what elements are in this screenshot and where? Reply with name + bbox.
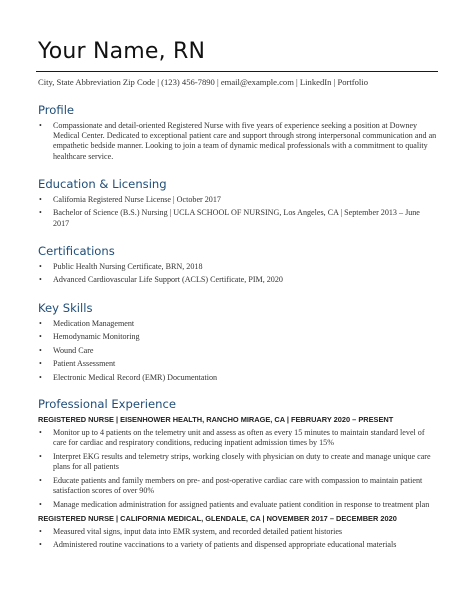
section-title-certifications: Certifications	[38, 243, 115, 258]
list-item	[38, 319, 438, 329]
bullet-icon: •	[39, 275, 42, 285]
list-item	[38, 476, 438, 496]
skills-list	[36, 319, 438, 384]
list-item	[38, 527, 438, 537]
list-item-text: Monitor up to 4 patients on the telemetry unit and assess as often as every 15 minutes to maintain standard level of care for cardiac and respiratory conditions, reducing inpatient admission times by 15%	[53, 428, 425, 448]
list-item-text: Patient Assessment	[53, 359, 116, 369]
list-item	[38, 275, 438, 285]
list-item	[38, 208, 438, 228]
list-item	[38, 373, 438, 383]
list-item-text: Interpret EKG results and telemetry strips, working closely with physician on duty to create and manage unique care plans for all patients	[53, 451, 431, 472]
list-item-text: Medication Management	[53, 318, 135, 328]
list-item-text: Advanced Cardiovascular Life Support (ACLS) Certificate, PIM, 2020	[53, 275, 283, 285]
bullet-icon: •	[39, 359, 42, 369]
list-item-text: Public Health Nursing Certificate, BRN, 2018	[53, 261, 203, 271]
bullet-icon: •	[39, 428, 42, 438]
certifications-list	[36, 262, 438, 286]
section-title-profile: Profile	[38, 103, 75, 117]
list-item	[38, 346, 438, 356]
list-item-text: Manage medication administration for assigned patients and evaluate patient condition in response to treatment plan	[53, 499, 430, 509]
job-bullets	[36, 428, 438, 510]
list-item-text: Wound Care	[53, 345, 94, 355]
list-item	[38, 540, 438, 550]
contact-line: City, State Abbreviation Zip Code | (123) 456-7890 | email@example.com | LinkedIn | Portfolio	[38, 77, 368, 87]
job-heading: REGISTERED NURSE | CALIFORNIA MEDICAL, GLENDALE, CA | NOVEMBER 2017 – DECEMBER 2020	[38, 513, 397, 523]
bullet-icon: •	[39, 372, 42, 382]
bullet-icon: •	[39, 194, 42, 204]
bullet-icon: •	[39, 451, 42, 461]
list-item-text: California Registered Nurse License | October 2017	[53, 194, 221, 204]
resume-name: Your Name, RN	[38, 39, 206, 64]
bullet-icon: •	[39, 208, 42, 218]
list-item	[38, 332, 438, 342]
list-item-text: Hemodynamic Monitoring	[53, 332, 140, 342]
job-heading: REGISTERED NURSE | EISENHOWER HEALTH, RANCHO MIRAGE, CA | FEBRUARY 2020 – PRESENT	[38, 415, 394, 425]
list-item-text: Electronic Medical Record (EMR) Documentation	[53, 372, 218, 382]
job-bullets	[36, 527, 438, 551]
header-rule	[36, 71, 438, 72]
bullet-icon: •	[39, 261, 42, 271]
bullet-icon: •	[39, 475, 42, 485]
list-item-text: Administered routine vaccinations to a variety of patients and dispensed appropriate educational materials	[53, 540, 397, 550]
list-item	[38, 262, 438, 272]
bullet-icon: •	[39, 540, 42, 550]
bullet-icon: •	[39, 499, 42, 509]
list-item	[38, 121, 438, 162]
bullet-icon: •	[39, 121, 42, 130]
bullet-icon: •	[39, 526, 42, 536]
list-item-text: Bachelor of Science (B.S.) Nursing | UCLA SCHOOL OF NURSING, Los Angeles, CA | September 2013 – June 2017	[53, 208, 420, 228]
list-item	[38, 452, 438, 472]
bullet-icon: •	[39, 332, 42, 342]
bullet-icon: •	[39, 318, 42, 328]
education-list	[36, 195, 438, 229]
list-item-text: Educate patients and family members on pre- and post-operative cardiac care with compassion to maintain patient satisfaction scores of over 90%	[53, 475, 423, 495]
profile-list	[36, 121, 438, 162]
bullet-icon: •	[39, 345, 42, 355]
section-title-skills: Key Skills	[38, 300, 93, 315]
list-item	[38, 428, 438, 448]
list-item-text: Compassionate and detail-oriented Registered Nurse with five years of experience seeking a position at Downey Medical Center. Dedicated to exceptional patient care and support through strong interpersonal communication and an empathetic bedside manner. Looking to join a team of dynamic medical professionals with a commitment to quality healthcare service.	[53, 121, 437, 161]
section-title-education: Education & Licensing	[38, 176, 167, 191]
list-item	[38, 359, 438, 369]
list-item	[38, 195, 438, 205]
list-item	[38, 500, 438, 510]
section-title-experience: Professional Experience	[38, 397, 177, 412]
list-item-text: Measured vital signs, input data into EMR system, and recorded detailed patient histories	[53, 526, 343, 536]
